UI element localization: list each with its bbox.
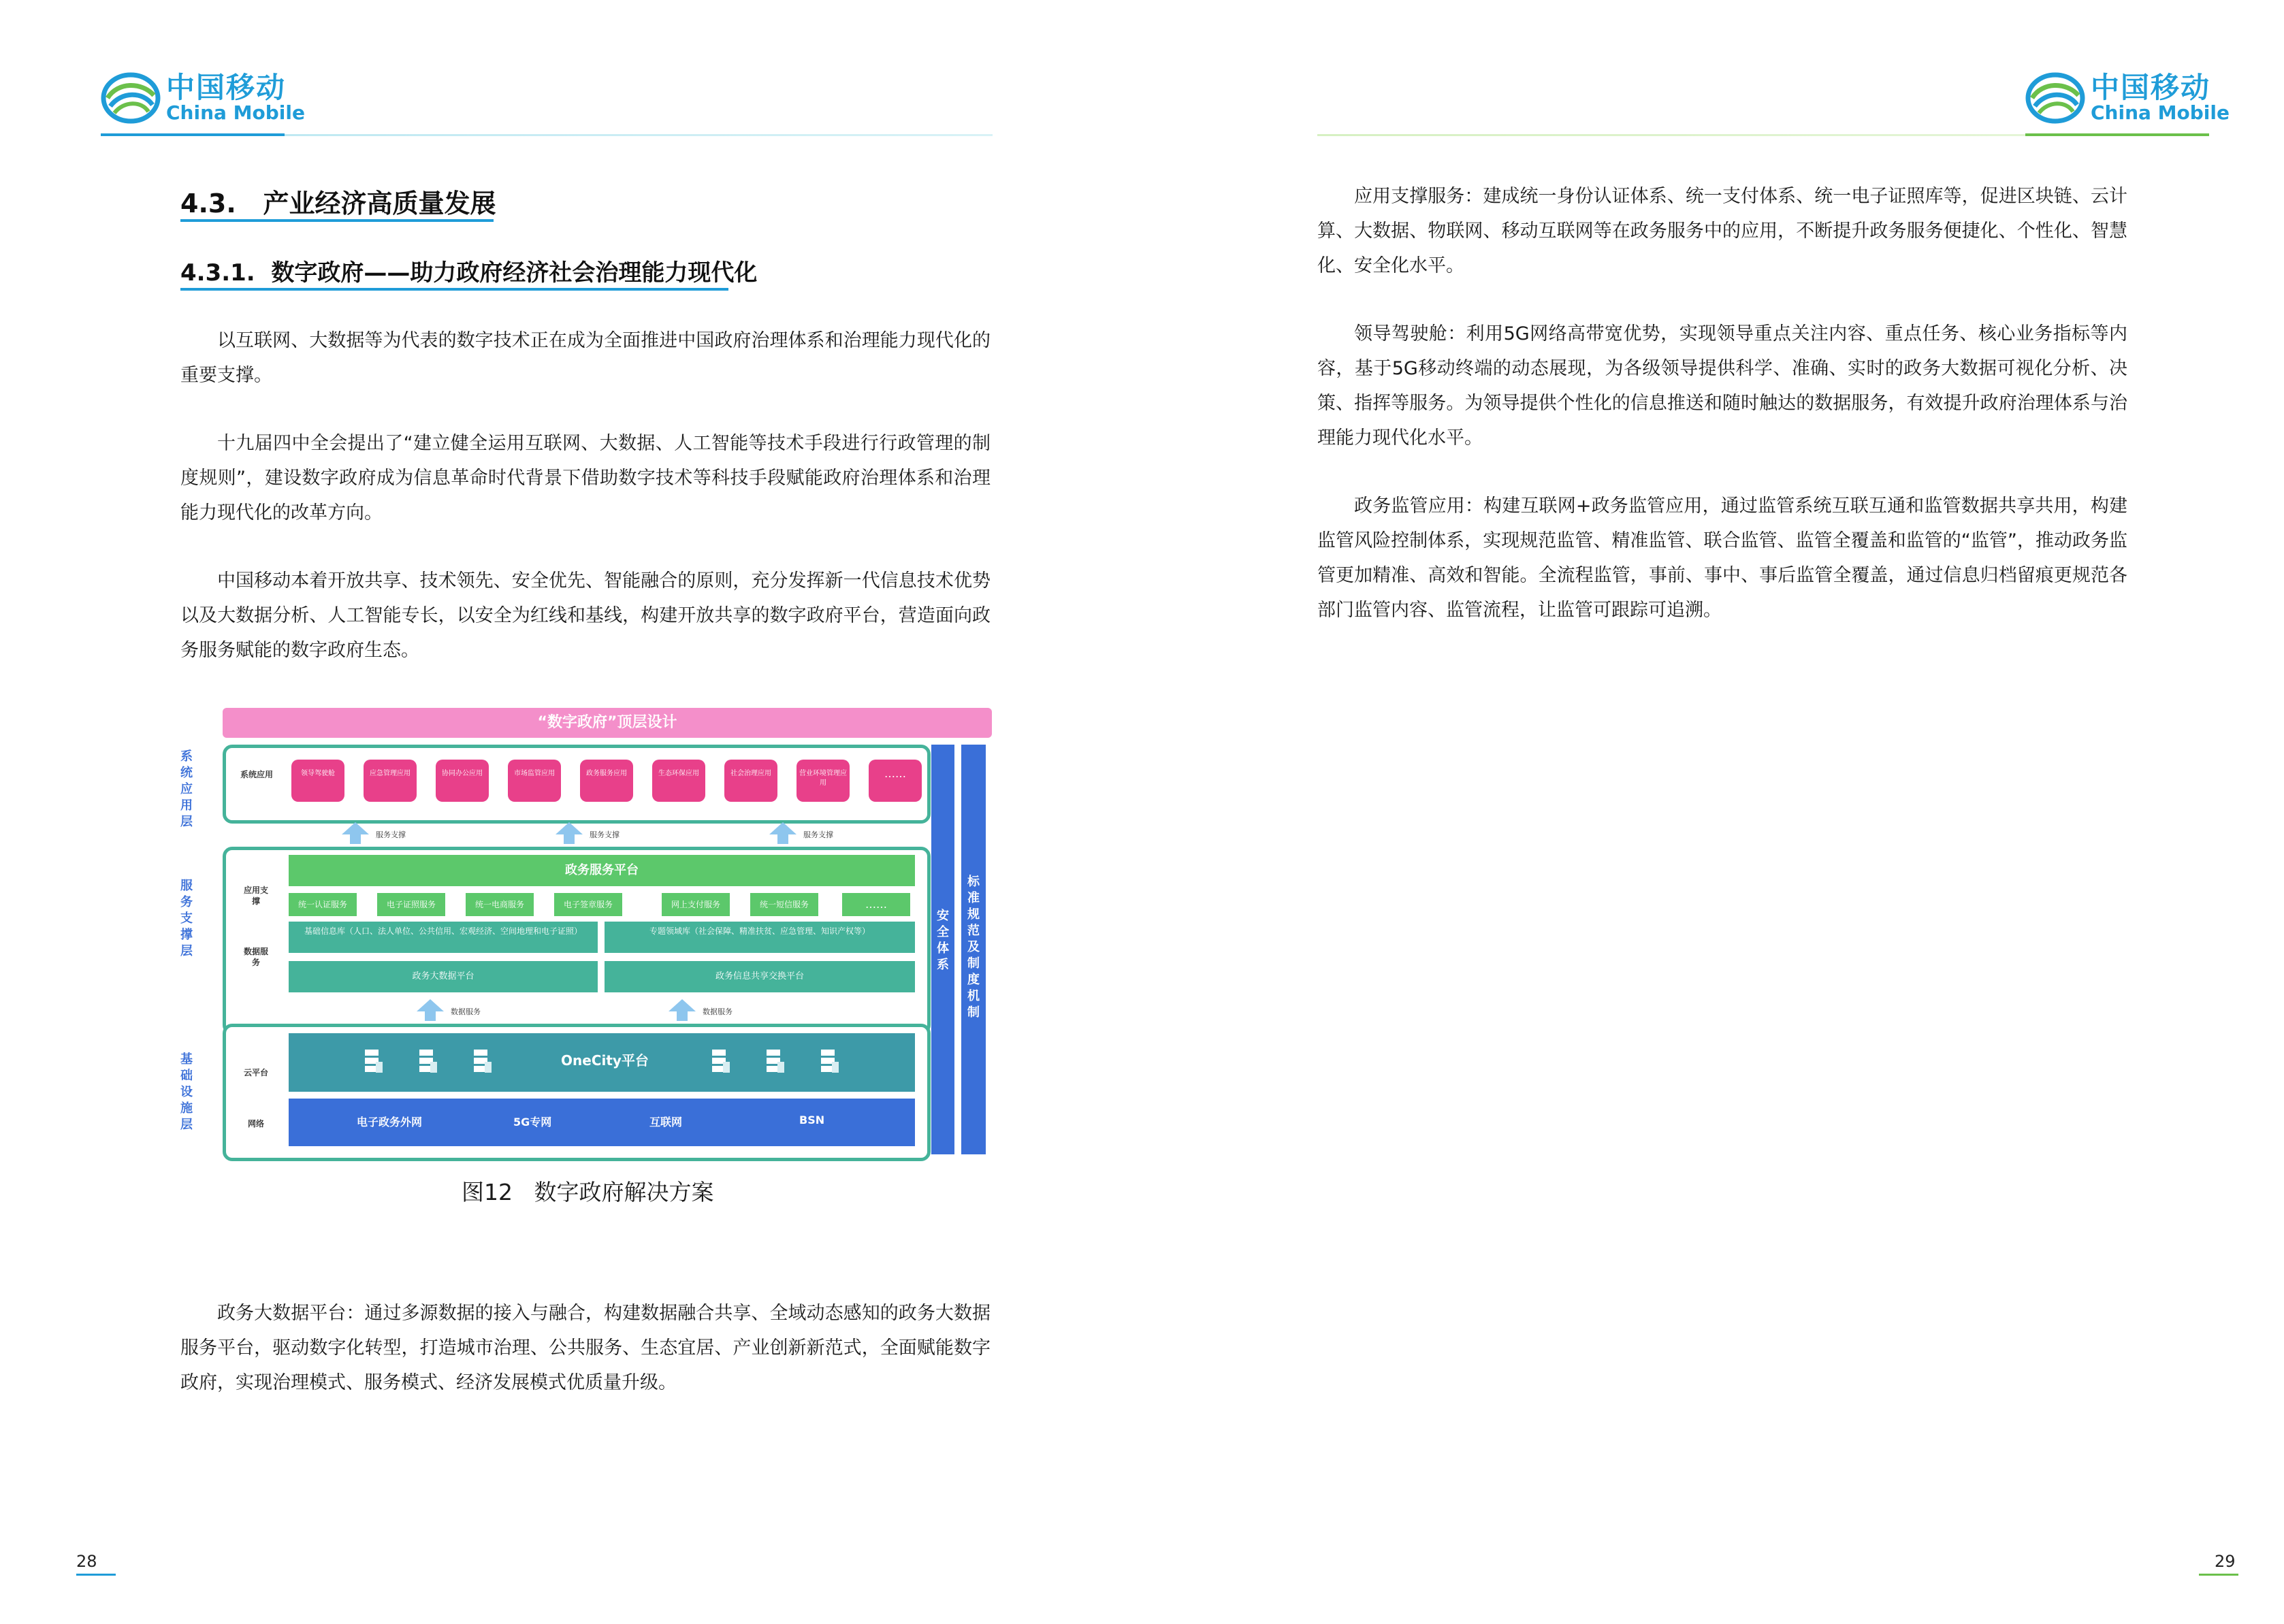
arrow-up-2 bbox=[556, 822, 583, 834]
bottom-paragraph: 政务大数据平台：通过多源数据的接入与融合，构建数据融合共享、全域动态感知的政务大数据服务平台，驱动数字化转型，打造城市治理、公共服务、生态宜居、产业创新新范式，全面赋能数字政府，实现治理模式、服务模式、经济发展模式优质量升级。 bbox=[180, 1303, 991, 1393]
arrow-up-1 bbox=[342, 822, 369, 834]
layer-label-system-app: 系统应用层 bbox=[180, 749, 193, 829]
subsection-heading: 4.3.1. 数字政府——助力政府经济社会治理能力现代化 bbox=[180, 259, 758, 287]
server-icon bbox=[364, 1048, 384, 1074]
header-rule-green bbox=[2025, 133, 2209, 136]
layer-label-service-support: 服务支撑层 bbox=[180, 879, 193, 958]
server-icon bbox=[418, 1048, 438, 1074]
section-heading-underline bbox=[180, 219, 494, 222]
system-app-9: …… bbox=[869, 760, 922, 802]
arrow-stem-2 bbox=[564, 834, 575, 844]
arrow-up-4 bbox=[417, 999, 444, 1011]
server-icon bbox=[711, 1048, 731, 1074]
support-item-4: 电子签章服务 bbox=[554, 893, 622, 916]
gov-service-platform: 政务服务平台 bbox=[289, 855, 915, 886]
network-bar bbox=[289, 1099, 915, 1146]
logo-chinese-name: 中国移动 bbox=[166, 71, 287, 105]
right-paragraph-2: 领导驾驶舱：利用5G网络高带宽优势，实现领导重点关注内容、重点任务、核心业务指标等内容，基于5G移动终端的动态展现，为各级领导提供科学、准确、实时的政务大数据可视化分析、决策、指挥等服务。为领导提供个性化的信息推送和随时触达的数据服务，有效提升政府治理体系与治理能力现代化水平。 bbox=[1317, 323, 2127, 449]
cloud-platform-label: 云平台 bbox=[243, 1068, 268, 1077]
subsection-heading-underline bbox=[180, 288, 728, 291]
arrow-stem-5 bbox=[677, 1011, 688, 1021]
system-app-label: 系统应用 bbox=[240, 770, 273, 779]
header-rule-light bbox=[285, 134, 993, 136]
support-item-5: 网上支付服务 bbox=[662, 893, 730, 916]
system-app-7: 社会治理应用 bbox=[724, 760, 777, 802]
security-system-bar bbox=[931, 745, 954, 1154]
system-app-1: 领导驾驶舱 bbox=[291, 760, 344, 802]
arrow-label-2: 服务支撑 bbox=[590, 830, 620, 839]
right-paragraph-1: 应用支撑服务：建成统一身份认证体系、统一支付体系、统一电子证照库等，促进区块链、云计算、大数据、物联网、移动互联网等在政务服务中的应用，不断提升政务服务便捷化、个性化、智慧化、安全化水平。 bbox=[1317, 186, 2127, 276]
digital-government-diagram bbox=[178, 708, 995, 1157]
arrow-label-1: 服务支撑 bbox=[376, 830, 406, 839]
page-number-left: 28 bbox=[76, 1552, 97, 1571]
system-app-6: 生态环保应用 bbox=[652, 760, 705, 802]
support-item-1: 统一认证服务 bbox=[289, 893, 357, 916]
top-design-banner: “数字政府”顶层设计 bbox=[223, 708, 992, 738]
layer-label-infrastructure: 基础设施层 bbox=[180, 1052, 193, 1132]
standards-bar bbox=[961, 745, 986, 1154]
app-support-label: 应用支撑 bbox=[243, 886, 268, 906]
paragraph-2: 十九届四中全会提出了“建立健全运用互联网、大数据、人工智能等技术手段进行行政管理的制度规则”，建设数字政府成为信息革命时代背景下借助数字技术等科技手段赋能政府治理体系和治理能力现代化的改革方向。 bbox=[180, 433, 991, 523]
network-item-2: 5G专网 bbox=[513, 1116, 552, 1128]
onecity-label: OneCity平台 bbox=[561, 1052, 649, 1069]
topic-domain-db: 专题领域库（社会保障、精准扶贫、应急管理、知识产权等） bbox=[605, 922, 915, 953]
arrow-stem-1 bbox=[350, 834, 361, 844]
support-item-2: 电子证照服务 bbox=[377, 893, 445, 916]
system-app-5: 政务服务应用 bbox=[580, 760, 633, 802]
system-app-8: 营业环境管理应用 bbox=[797, 760, 850, 802]
china-mobile-logo-left bbox=[101, 68, 305, 128]
network-item-3: 互联网 bbox=[649, 1116, 683, 1128]
server-icon bbox=[472, 1048, 493, 1074]
arrow-stem-3 bbox=[777, 834, 788, 844]
logo-chinese-name: 中国移动 bbox=[2091, 71, 2211, 105]
system-app-3: 协同办公应用 bbox=[436, 760, 489, 802]
china-mobile-logo-icon bbox=[101, 68, 161, 128]
gov-sharing-platform: 政务信息共享交换平台 bbox=[605, 961, 915, 992]
page-number-right: 29 bbox=[2215, 1552, 2236, 1571]
arrow-label-4: 数据服务 bbox=[451, 1007, 481, 1016]
network-item-1: 电子政务外网 bbox=[357, 1116, 423, 1128]
header-rule-blue bbox=[101, 133, 285, 136]
logo-english-name: China Mobile bbox=[2091, 101, 2230, 125]
section-heading: 4.3. 产业经济高质量发展 bbox=[180, 189, 496, 218]
footer-rule-left bbox=[76, 1574, 116, 1576]
security-system-label: 安全体系 bbox=[937, 909, 949, 972]
support-item-6: 统一短信服务 bbox=[750, 893, 818, 916]
onecity-platform bbox=[289, 1033, 915, 1092]
figure-caption: 图12 数字政府解决方案 bbox=[462, 1179, 714, 1205]
support-item-3: 统一电商服务 bbox=[466, 893, 534, 916]
arrow-label-5: 数据服务 bbox=[703, 1007, 733, 1016]
system-app-2: 应急管理应用 bbox=[364, 760, 417, 802]
network-item-4: BSN bbox=[799, 1114, 825, 1126]
paragraph-3: 中国移动本着开放共享、技术领先、安全优先、智能融合的原则，充分发挥新一代信息技术优势以及大数据分析、人工智能专长，以安全为红线和基线，构建开放共享的数字政府平台，营造面向政务服务赋能的数字政府生态。 bbox=[180, 570, 991, 661]
arrow-up-3 bbox=[769, 822, 797, 834]
network-label: 网络 bbox=[247, 1119, 264, 1128]
server-icon bbox=[820, 1048, 840, 1074]
data-resource-label: 数据服务 bbox=[243, 947, 268, 967]
china-mobile-logo-icon bbox=[2025, 68, 2085, 128]
arrow-label-3: 服务支撑 bbox=[803, 830, 833, 839]
server-icon bbox=[765, 1048, 786, 1074]
arrow-up-5 bbox=[669, 999, 696, 1011]
system-app-4: 市场监管应用 bbox=[508, 760, 561, 802]
paragraph-1: 以互联网、大数据等为代表的数字技术正在成为全面推进中国政府治理体系和治理能力现代化的重要支撑。 bbox=[180, 330, 991, 386]
standards-label: 标准规范及制度机制 bbox=[967, 875, 980, 1020]
footer-rule-right bbox=[2199, 1574, 2238, 1576]
right-paragraph-3: 政务监管应用：构建互联网+政务监管应用，通过监管系统互联互通和监管数据共享共用，构建监管风险控制体系，实现规范监管、精准监管、联合监管、监管全覆盖和监管的“监管”，推动政务监管更加精准、高效和智能。全流程监管，事前、事中、事后监管全覆盖，通过信息归档留痕更规范各部门监管内容、监管流程，让监管可跟踪可追溯。 bbox=[1317, 496, 2127, 621]
base-info-db: 基础信息库（人口、法人单位、公共信用、宏观经济、空间地理和电子证照） bbox=[289, 922, 598, 953]
header-rule-light-right bbox=[1317, 134, 2025, 136]
logo-english-name: China Mobile bbox=[166, 101, 305, 125]
arrow-stem-4 bbox=[425, 1011, 436, 1021]
gov-big-data-platform: 政务大数据平台 bbox=[289, 961, 598, 992]
china-mobile-logo-right bbox=[2025, 68, 2230, 128]
support-item-7: …… bbox=[842, 893, 910, 916]
